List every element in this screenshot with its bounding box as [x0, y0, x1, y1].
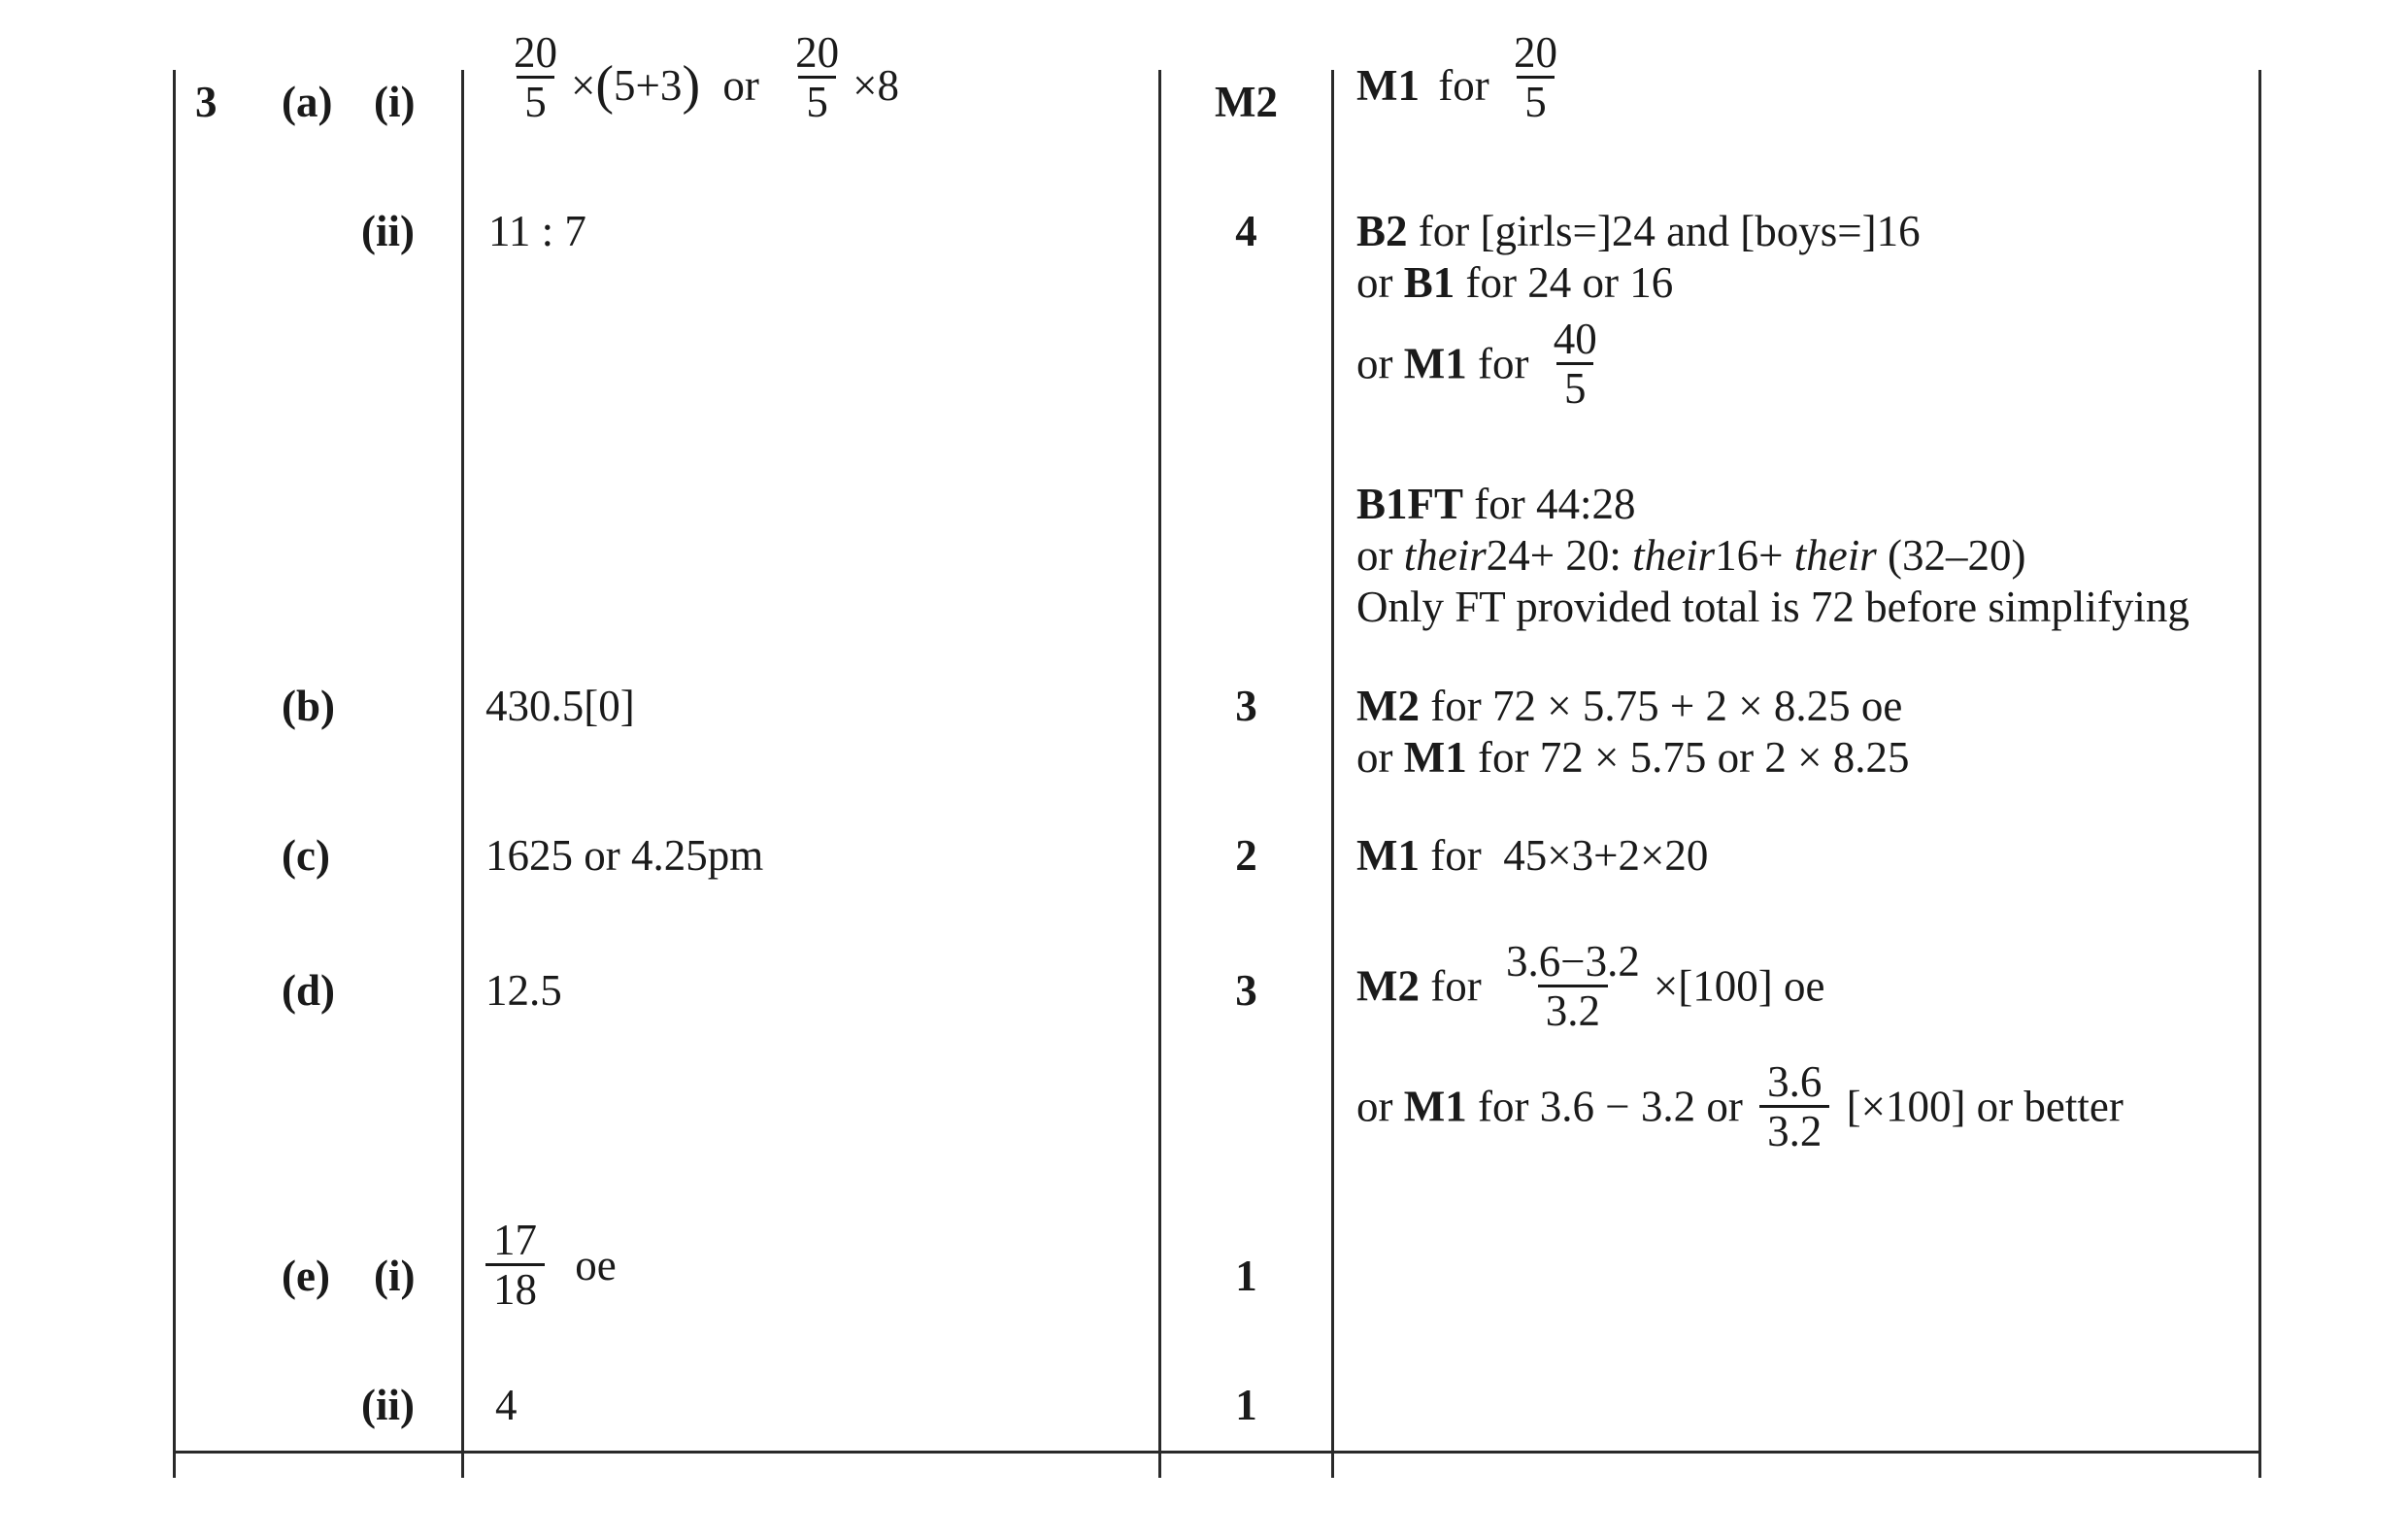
notes-d-fraction-1	[1498, 938, 1648, 1034]
mark-d: 3	[1235, 966, 1257, 1015]
table-border-left	[173, 70, 176, 1478]
answer-a-i	[500, 28, 899, 126]
answer-a-i-tail: ×8	[853, 61, 899, 110]
notes-text: for 72 × 5.75 or 2 × 8.25	[1466, 733, 1910, 782]
answer-e-i-fraction	[485, 1217, 545, 1313]
part-label-b: (b)	[282, 682, 335, 730]
notes-d-line-2	[1356, 1058, 2124, 1154]
notes-d-fraction-2	[1759, 1058, 1829, 1154]
notes-text: for 44:28	[1463, 480, 1636, 528]
notes-text: for 45×3+2×20	[1419, 831, 1709, 880]
notes-a-ii-line-3	[1356, 316, 1611, 412]
table-bottom-border	[173, 1451, 2259, 1454]
paren-close: )	[682, 55, 701, 116]
notes-c-line-1	[1356, 829, 1708, 882]
notes-text: for	[1466, 339, 1540, 388]
subpart-label-a-i: (i)	[374, 78, 416, 126]
notes-b-line-2	[1356, 731, 1909, 784]
notes-text: for 3.6 − 3.2 or	[1466, 1082, 1755, 1131]
fraction-numerator: 17	[493, 1216, 537, 1264]
notes-text: [×100] or better	[1835, 1082, 2124, 1131]
notes-mark-label: M1	[1403, 733, 1467, 782]
subpart-label-e-i: (i)	[374, 1252, 416, 1300]
subpart-label-a-ii: (ii)	[361, 207, 415, 255]
fraction-denominator: 3.2	[1759, 1105, 1829, 1154]
mark-b: 3	[1235, 682, 1257, 730]
mark-c: 2	[1235, 831, 1257, 880]
fraction-numerator: 20	[1513, 28, 1557, 77]
subpart-label-e-ii: (ii)	[361, 1381, 415, 1429]
answer-e-ii: 4	[495, 1381, 518, 1429]
notes-a-ii-line-5	[1356, 529, 2026, 582]
part-label-d: (d)	[282, 966, 335, 1015]
notes-mark-label: M1	[1356, 831, 1420, 880]
mark-a-ii: 4	[1235, 207, 1257, 255]
notes-a-ii-line-2	[1356, 256, 1673, 309]
notes-text: or	[1356, 258, 1404, 307]
answer-c: 1625 or 4.25pm	[485, 831, 764, 880]
table-divider-notes	[1331, 70, 1334, 1478]
notes-mark-label: M2	[1356, 682, 1420, 730]
fraction-denominator: 3.2	[1538, 985, 1608, 1034]
notes-italic: their	[1793, 531, 1877, 580]
notes-mark-label: B2	[1356, 207, 1408, 255]
notes-text: or	[1356, 1082, 1404, 1131]
notes-text: for	[1438, 61, 1489, 110]
part-label-c: (c)	[282, 831, 330, 880]
notes-text: for [girls=]24 and [boys=]16	[1407, 207, 1921, 255]
table-border-right	[2258, 70, 2261, 1478]
fraction-denominator: 5	[798, 76, 836, 125]
fraction-denominator: 5	[517, 76, 554, 125]
fraction-denominator: 18	[485, 1263, 545, 1313]
notes-text: (32–20)	[1876, 531, 2026, 580]
fraction-numerator: 3.6	[1767, 1057, 1823, 1106]
notes-text: or	[1356, 339, 1404, 388]
answer-b: 430.5[0]	[485, 682, 635, 730]
answer-e-i	[485, 1217, 617, 1313]
answer-e-i-suffix: oe	[575, 1240, 617, 1289]
notes-a-ii-line-4	[1356, 478, 1636, 530]
notes-text: for	[1419, 961, 1492, 1011]
notes-a-i-fraction	[1506, 28, 1565, 126]
notes-text: for 72 × 5.75 + 2 × 8.25 oe	[1419, 682, 1903, 730]
notes-italic: their	[1403, 531, 1487, 580]
notes-d-line-1	[1356, 938, 1824, 1034]
answer-a-i-fraction-2	[787, 28, 847, 126]
notes-text: or	[1356, 531, 1404, 580]
mark-e-i: 1	[1235, 1252, 1257, 1300]
part-label-e: (e)	[282, 1252, 330, 1300]
answer-d: 12.5	[485, 966, 562, 1015]
notes-mark-label: B1FT	[1356, 480, 1464, 528]
answer-a-ii: 11 : 7	[488, 207, 586, 255]
notes-text: 16+	[1715, 531, 1794, 580]
question-number: 3	[195, 78, 217, 126]
notes-mark-label: M1	[1356, 61, 1420, 110]
notes-text: ×[100]	[1653, 961, 1773, 1011]
fraction-numerator: 40	[1553, 315, 1597, 363]
notes-mark-label: M2	[1356, 961, 1420, 1011]
notes-mark-label: B1	[1403, 258, 1455, 307]
fraction-numerator: 20	[514, 28, 557, 77]
notes-text: for 24 or 16	[1455, 258, 1674, 307]
table-divider-answer	[461, 70, 464, 1478]
notes-italic: their	[1632, 531, 1716, 580]
answer-a-i-inner: 5+3	[614, 61, 683, 110]
notes-text: oe	[1772, 961, 1825, 1011]
fraction-denominator: 5	[1556, 362, 1594, 412]
answer-a-i-or: or	[722, 61, 759, 110]
notes-mark-label: M1	[1403, 339, 1467, 388]
mark-e-ii: 1	[1235, 1381, 1257, 1429]
fraction-numerator: 3.6−3.2	[1505, 937, 1640, 986]
notes-mark-label: M1	[1403, 1082, 1467, 1131]
times-sign: ×	[571, 61, 596, 110]
notes-text: 24+ 20:	[1486, 531, 1633, 580]
part-label-a: (a)	[282, 78, 333, 126]
notes-b-line-1	[1356, 680, 1902, 732]
answer-a-i-fraction-1	[506, 28, 565, 126]
notes-a-i	[1356, 28, 1571, 126]
mark-a-i: M2	[1215, 78, 1278, 126]
paren-open: (	[595, 55, 615, 116]
fraction-denominator: 5	[1517, 76, 1555, 125]
fraction-numerator: 20	[795, 28, 840, 77]
notes-a-ii-line-6: Only FT provided total is 72 before simplifying	[1356, 583, 2190, 631]
notes-a-ii-fraction	[1546, 316, 1605, 412]
notes-a-ii-line-1	[1356, 205, 1921, 257]
notes-text: or	[1356, 733, 1404, 782]
